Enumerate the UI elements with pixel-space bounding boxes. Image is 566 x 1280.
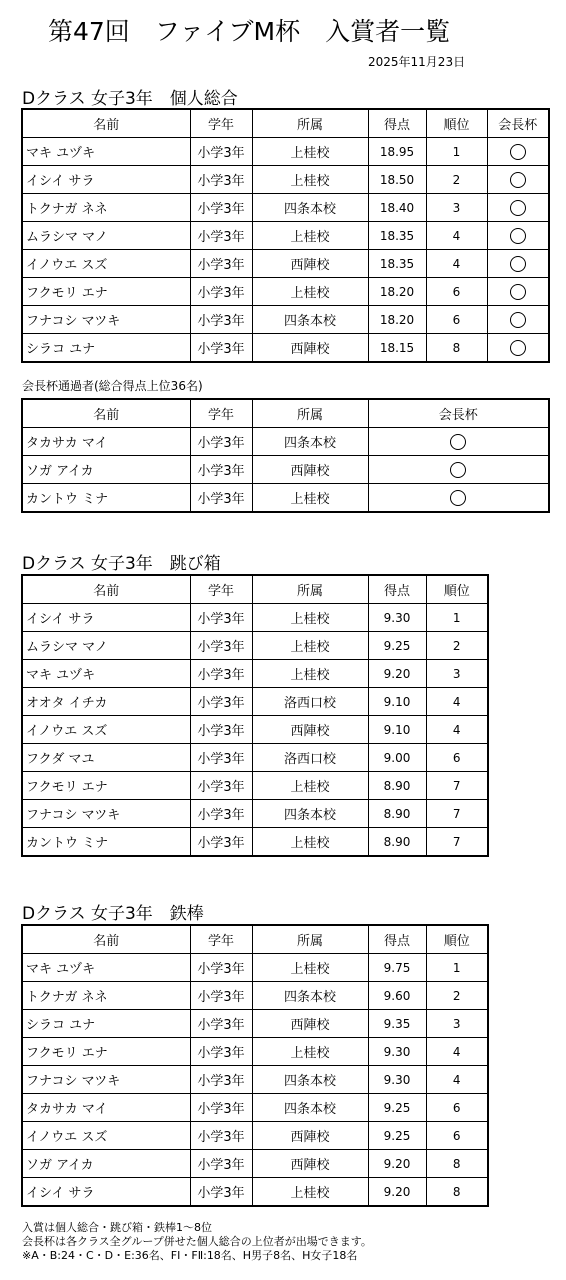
- table-row: [22, 688, 488, 716]
- column-header: 所属: [252, 399, 368, 428]
- cell-score: 18.35: [368, 250, 426, 278]
- cell-score: 18.20: [368, 306, 426, 334]
- cell-score: 9.25: [368, 1094, 426, 1122]
- cell-school: 上桂校: [252, 632, 368, 660]
- cell-rank: 2: [426, 632, 488, 660]
- passers-note: 会長杯通過者(総合得点上位36名): [22, 379, 203, 393]
- cell-grade: 小学3年: [190, 1010, 252, 1038]
- section-title-overall: Dクラス 女子3年 個人総合: [22, 89, 238, 109]
- table-header-row: [22, 575, 488, 604]
- cell-score: 9.25: [368, 1122, 426, 1150]
- cell-rank: 6: [426, 1122, 488, 1150]
- cell-school: 上桂校: [252, 954, 368, 982]
- column-header: 所属: [252, 109, 368, 138]
- cell-name: トクナガ ネネ: [22, 982, 190, 1010]
- column-header: 得点: [368, 925, 426, 954]
- cell-school: 西陣校: [252, 334, 368, 363]
- cell-cup: [487, 194, 549, 222]
- cell-grade: 小学3年: [190, 194, 252, 222]
- table-row: [22, 1038, 488, 1066]
- cell-cup: [368, 428, 549, 456]
- cell-name: タカサカ マイ: [22, 1094, 190, 1122]
- cell-grade: 小学3年: [190, 632, 252, 660]
- column-header: 順位: [426, 109, 487, 138]
- table-header-row: [22, 399, 549, 428]
- cell-rank: 4: [426, 1038, 488, 1066]
- cell-score: 8.90: [368, 772, 426, 800]
- cell-grade: 小学3年: [190, 428, 252, 456]
- cell-grade: 小学3年: [190, 744, 252, 772]
- cell-school: 上桂校: [252, 772, 368, 800]
- table-row: [22, 138, 549, 166]
- table-row: [22, 828, 488, 857]
- cell-grade: 小学3年: [190, 1038, 252, 1066]
- table-row: [22, 716, 488, 744]
- cell-grade: 小学3年: [190, 1094, 252, 1122]
- cell-grade: 小学3年: [190, 138, 252, 166]
- cell-school: 西陣校: [252, 456, 368, 484]
- cell-rank: 8: [426, 1150, 488, 1178]
- table-row: [22, 660, 488, 688]
- cell-rank: 7: [426, 800, 488, 828]
- cell-cup: [368, 456, 549, 484]
- cell-school: 四条本校: [252, 428, 368, 456]
- table-row: [22, 632, 488, 660]
- cell-school: 上桂校: [252, 828, 368, 857]
- cell-name: カントウ ミナ: [22, 484, 190, 513]
- cell-rank: 6: [426, 306, 487, 334]
- table-row: [22, 484, 549, 513]
- cell-score: 9.20: [368, 1150, 426, 1178]
- cell-grade: 小学3年: [190, 716, 252, 744]
- cell-grade: 小学3年: [190, 800, 252, 828]
- cell-cup: [487, 278, 549, 306]
- cell-score: 9.20: [368, 1178, 426, 1207]
- cell-cup: [487, 306, 549, 334]
- cell-grade: 小学3年: [190, 250, 252, 278]
- cell-name: マキ ユヅキ: [22, 660, 190, 688]
- cell-name: フナコシ マツキ: [22, 306, 190, 334]
- column-header: 順位: [426, 575, 488, 604]
- cell-school: 西陣校: [252, 716, 368, 744]
- vault-results-table: [21, 574, 489, 857]
- cell-rank: 4: [426, 250, 487, 278]
- cell-name: フクモリ エナ: [22, 278, 190, 306]
- cell-school: 四条本校: [252, 1066, 368, 1094]
- cell-rank: 1: [426, 954, 488, 982]
- circle-mark-icon: [510, 228, 526, 244]
- cell-score: 18.40: [368, 194, 426, 222]
- cell-cup: [487, 166, 549, 194]
- column-header: 学年: [190, 925, 252, 954]
- table-row: [22, 982, 488, 1010]
- column-header: 学年: [190, 399, 252, 428]
- cell-name: ソガ アイカ: [22, 456, 190, 484]
- cell-school: 上桂校: [252, 1038, 368, 1066]
- cell-grade: 小学3年: [190, 334, 252, 363]
- cell-grade: 小学3年: [190, 982, 252, 1010]
- cell-name: イシイ サラ: [22, 604, 190, 632]
- cell-rank: 6: [426, 1094, 488, 1122]
- cell-grade: 小学3年: [190, 456, 252, 484]
- cell-school: 四条本校: [252, 194, 368, 222]
- cell-school: 上桂校: [252, 138, 368, 166]
- cell-cup: [487, 222, 549, 250]
- column-header: 会長杯: [368, 399, 549, 428]
- cell-score: 9.00: [368, 744, 426, 772]
- cell-grade: 小学3年: [190, 1178, 252, 1207]
- cell-name: タカサカ マイ: [22, 428, 190, 456]
- cell-score: 9.30: [368, 1038, 426, 1066]
- cell-name: ムラシマ マノ: [22, 632, 190, 660]
- column-header: 順位: [426, 925, 488, 954]
- table-row: [22, 166, 549, 194]
- cell-rank: 8: [426, 1178, 488, 1207]
- cell-name: フクモリ エナ: [22, 772, 190, 800]
- page-title: 第47回 ファイブM杯 入賞者一覧: [48, 17, 451, 46]
- footer-note-3: ※A・B:24・C・D・E:36名、FⅠ・FⅡ:18名、H男子8名、H女子18名: [22, 1249, 358, 1262]
- table-row: [22, 954, 488, 982]
- bar-results-table: [21, 924, 489, 1207]
- cell-score: 9.30: [368, 604, 426, 632]
- cell-school: 四条本校: [252, 982, 368, 1010]
- column-header: 所属: [252, 925, 368, 954]
- cell-score: 18.50: [368, 166, 426, 194]
- cell-score: 9.10: [368, 716, 426, 744]
- cell-grade: 小学3年: [190, 772, 252, 800]
- circle-mark-icon: [510, 340, 526, 356]
- cell-name: フクダ マユ: [22, 744, 190, 772]
- cell-score: 9.10: [368, 688, 426, 716]
- cell-name: シラコ ユナ: [22, 334, 190, 363]
- footer-note-2: 会長杯は各クラス全グループ併せた個人総合の上位者が出場できます。: [22, 1235, 372, 1248]
- cell-cup: [368, 484, 549, 513]
- cell-school: 上桂校: [252, 166, 368, 194]
- cell-score: 9.30: [368, 1066, 426, 1094]
- circle-mark-icon: [450, 434, 466, 450]
- cell-grade: 小学3年: [190, 660, 252, 688]
- column-header: 名前: [22, 109, 190, 138]
- cell-score: 8.90: [368, 828, 426, 857]
- cell-score: 8.90: [368, 800, 426, 828]
- cell-rank: 7: [426, 772, 488, 800]
- cell-score: 18.95: [368, 138, 426, 166]
- cell-name: イノウエ スズ: [22, 716, 190, 744]
- cell-grade: 小学3年: [190, 1066, 252, 1094]
- cell-score: 9.60: [368, 982, 426, 1010]
- cell-grade: 小学3年: [190, 166, 252, 194]
- cell-school: 洛西口校: [252, 688, 368, 716]
- cell-school: 四条本校: [252, 800, 368, 828]
- circle-mark-icon: [510, 312, 526, 328]
- cell-score: 9.20: [368, 660, 426, 688]
- passers-table: [21, 398, 550, 513]
- cell-score: 9.35: [368, 1010, 426, 1038]
- cell-rank: 3: [426, 1010, 488, 1038]
- cell-school: 西陣校: [252, 1122, 368, 1150]
- cell-grade: 小学3年: [190, 604, 252, 632]
- table-row: [22, 222, 549, 250]
- table-row: [22, 1150, 488, 1178]
- circle-mark-icon: [510, 256, 526, 272]
- cell-grade: 小学3年: [190, 278, 252, 306]
- cell-name: イノウエ スズ: [22, 1122, 190, 1150]
- cell-school: 上桂校: [252, 484, 368, 513]
- table-row: [22, 456, 549, 484]
- circle-mark-icon: [510, 284, 526, 300]
- circle-mark-icon: [510, 144, 526, 160]
- cell-rank: 4: [426, 222, 487, 250]
- cell-name: シラコ ユナ: [22, 1010, 190, 1038]
- cell-score: 9.75: [368, 954, 426, 982]
- cell-rank: 4: [426, 716, 488, 744]
- cell-grade: 小学3年: [190, 484, 252, 513]
- cell-name: カントウ ミナ: [22, 828, 190, 857]
- table-row: [22, 1094, 488, 1122]
- cell-grade: 小学3年: [190, 688, 252, 716]
- column-header: 名前: [22, 575, 190, 604]
- column-header: 学年: [190, 109, 252, 138]
- section-title-vault: Dクラス 女子3年 跳び箱: [22, 554, 221, 574]
- cell-school: 西陣校: [252, 1150, 368, 1178]
- cell-rank: 1: [426, 604, 488, 632]
- cell-cup: [487, 138, 549, 166]
- column-header: 所属: [252, 575, 368, 604]
- cell-score: 18.15: [368, 334, 426, 363]
- circle-mark-icon: [450, 462, 466, 478]
- cell-score: 18.35: [368, 222, 426, 250]
- table-row: [22, 772, 488, 800]
- cell-rank: 4: [426, 1066, 488, 1094]
- table-row: [22, 250, 549, 278]
- cell-cup: [487, 334, 549, 363]
- cell-school: 西陣校: [252, 1010, 368, 1038]
- cell-rank: 3: [426, 194, 487, 222]
- circle-mark-icon: [510, 172, 526, 188]
- table-row: [22, 1122, 488, 1150]
- cell-score: 9.25: [368, 632, 426, 660]
- column-header: 得点: [368, 575, 426, 604]
- cell-rank: 8: [426, 334, 487, 363]
- cell-school: 上桂校: [252, 660, 368, 688]
- event-date: 2025年11月23日: [368, 55, 466, 69]
- cell-rank: 4: [426, 688, 488, 716]
- circle-mark-icon: [450, 490, 466, 506]
- cell-name: フクモリ エナ: [22, 1038, 190, 1066]
- cell-grade: 小学3年: [190, 306, 252, 334]
- cell-rank: 3: [426, 660, 488, 688]
- column-header: 得点: [368, 109, 426, 138]
- cell-rank: 7: [426, 828, 488, 857]
- table-header-row: [22, 109, 549, 138]
- cell-name: マキ ユヅキ: [22, 138, 190, 166]
- cell-grade: 小学3年: [190, 1150, 252, 1178]
- circle-mark-icon: [510, 200, 526, 216]
- cell-name: トクナガ ネネ: [22, 194, 190, 222]
- cell-grade: 小学3年: [190, 222, 252, 250]
- cell-school: 上桂校: [252, 604, 368, 632]
- column-header: 名前: [22, 925, 190, 954]
- cell-name: イノウエ スズ: [22, 250, 190, 278]
- cell-rank: 6: [426, 278, 487, 306]
- cell-score: 18.20: [368, 278, 426, 306]
- column-header: 学年: [190, 575, 252, 604]
- cell-grade: 小学3年: [190, 954, 252, 982]
- cell-name: マキ ユヅキ: [22, 954, 190, 982]
- cell-cup: [487, 250, 549, 278]
- cell-school: 四条本校: [252, 306, 368, 334]
- cell-name: ソガ アイカ: [22, 1150, 190, 1178]
- table-row: [22, 800, 488, 828]
- cell-school: 上桂校: [252, 1178, 368, 1207]
- table-header-row: [22, 925, 488, 954]
- cell-rank: 2: [426, 982, 488, 1010]
- cell-rank: 6: [426, 744, 488, 772]
- cell-name: イシイ サラ: [22, 166, 190, 194]
- table-row: [22, 334, 549, 363]
- cell-grade: 小学3年: [190, 828, 252, 857]
- cell-school: 四条本校: [252, 1094, 368, 1122]
- cell-school: 上桂校: [252, 222, 368, 250]
- table-row: [22, 1010, 488, 1038]
- cell-school: 西陣校: [252, 250, 368, 278]
- cell-name: イシイ サラ: [22, 1178, 190, 1207]
- table-row: [22, 744, 488, 772]
- table-row: [22, 1066, 488, 1094]
- cell-school: 上桂校: [252, 278, 368, 306]
- table-row: [22, 1178, 488, 1207]
- footer-note-1: 入賞は個人総合・跳び箱・鉄棒1～8位: [22, 1221, 212, 1234]
- cell-rank: 2: [426, 166, 487, 194]
- cell-grade: 小学3年: [190, 1122, 252, 1150]
- table-row: [22, 306, 549, 334]
- column-header: 会長杯: [487, 109, 549, 138]
- overall-results-table: [21, 108, 550, 363]
- cell-name: オオタ イチカ: [22, 688, 190, 716]
- table-row: [22, 428, 549, 456]
- column-header: 名前: [22, 399, 190, 428]
- cell-rank: 1: [426, 138, 487, 166]
- table-row: [22, 278, 549, 306]
- section-title-bar: Dクラス 女子3年 鉄棒: [22, 904, 204, 924]
- cell-school: 洛西口校: [252, 744, 368, 772]
- table-row: [22, 194, 549, 222]
- cell-name: ムラシマ マノ: [22, 222, 190, 250]
- cell-name: フナコシ マツキ: [22, 1066, 190, 1094]
- table-row: [22, 604, 488, 632]
- cell-name: フナコシ マツキ: [22, 800, 190, 828]
